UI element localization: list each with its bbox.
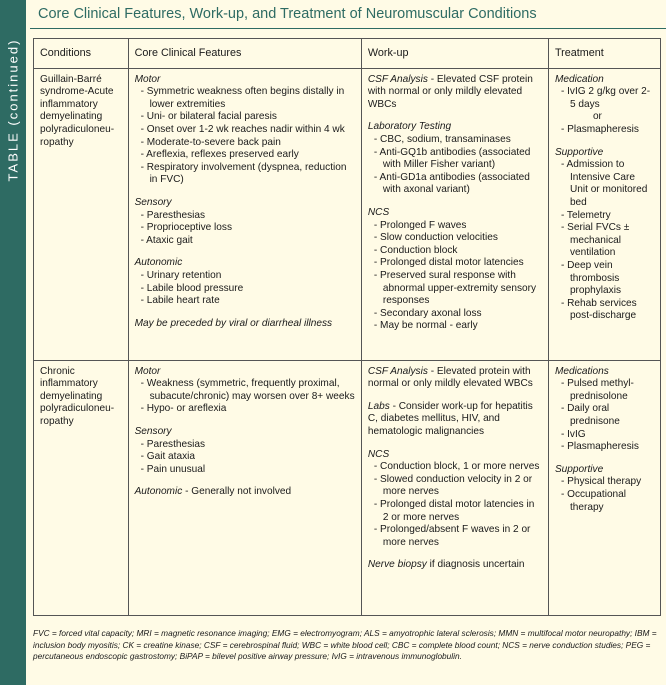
list-item: - Proprioceptive loss	[135, 222, 355, 235]
labs-text: - Consider work-up for hepatitis C, diabetes mellitus, HIV, and hematologic malignancies	[367, 400, 533, 437]
section-title: Supportive	[554, 463, 604, 475]
condition-cell	[34, 68, 129, 360]
list-item: - Admission to Intensive Care Unit or monitored bed	[555, 159, 654, 209]
section-title: Supportive	[554, 146, 604, 158]
list-item: - Prolonged distal motor latencies in 2 or more nerves	[368, 499, 542, 524]
or-text: or	[592, 111, 602, 123]
table-row	[34, 68, 661, 360]
list-item: - May be normal - early	[368, 320, 542, 333]
csf-analysis	[368, 74, 542, 112]
list-item: - Respiratory involvement (dyspnea, reduction in FVC)	[135, 162, 355, 187]
title-divider	[30, 28, 666, 29]
section-title: Nerve biopsy	[367, 559, 427, 571]
list-item: - Paresthesias	[135, 210, 355, 223]
list-item: - Gait ataxia	[135, 451, 355, 464]
list-item: - Prolonged distal motor latencies	[368, 257, 542, 270]
features-cell	[128, 68, 361, 360]
section-title: Autonomic	[134, 257, 183, 269]
list-item: - Daily oral prednisone	[555, 403, 654, 428]
section-title: Medications	[554, 365, 609, 377]
section-title: Motor	[134, 73, 161, 85]
table-row	[34, 360, 661, 615]
list-item: - Plasmapheresis	[555, 124, 654, 137]
side-tab	[0, 0, 26, 685]
list-item: - Prolonged F waves	[368, 220, 542, 233]
section-title: NCS	[367, 448, 390, 460]
condition-cell	[34, 360, 129, 615]
list-item: - IvIG	[555, 429, 654, 442]
list-item: - Urinary retention	[135, 270, 355, 283]
section-title: Labs	[367, 400, 390, 412]
list-item: - Pulsed methyl-prednisolone	[555, 378, 654, 403]
list-item: - Anti-GD1a antibodies (associated with axonal variant)	[368, 172, 542, 197]
list-item: - Slow conduction velocities	[368, 232, 542, 245]
treatment-cell	[548, 68, 660, 360]
table-title: Core Clinical Features, Work-up, and Treatment of Neuromuscular Conditions	[38, 6, 537, 22]
list-item: - Deep vein thrombosis prophylaxis	[555, 260, 654, 298]
list-item: - Prolonged/absent F waves in 2 or more nerves	[368, 524, 542, 549]
condition-name: Chronic inflammatory demyelinating polyradiculoneu-ropathy	[40, 365, 115, 427]
list-item: - Hypo- or areflexia	[135, 403, 355, 416]
list-item: - Anti-GQ1b antibodies (associated with Miller Fisher variant)	[368, 147, 542, 172]
biopsy-line	[368, 559, 542, 572]
section-title: Autonomic	[134, 486, 183, 498]
list-item: - Conduction block, 1 or more nerves	[368, 461, 542, 474]
list-item: - Occupational therapy	[555, 489, 654, 514]
section-title: Laboratory Testing	[367, 121, 452, 133]
workup-cell	[361, 360, 548, 615]
csf-text: - Elevated protein with normal or only mildly elevated WBCs	[367, 365, 533, 390]
list-item: - Onset over 1-2 wk reaches nadir within 4 wk	[135, 124, 355, 137]
list-item: - CBC, sodium, transaminases	[368, 134, 542, 147]
section-title: Motor	[134, 365, 161, 377]
list-item: - Plasmapheresis	[555, 441, 654, 454]
workup-cell	[361, 68, 548, 360]
list-item: - Serial FVCs ± mechanical ventilation	[555, 222, 654, 260]
list-item: - Ataxic gait	[135, 235, 355, 248]
condition-name: Guillain-Barré syndrome-Acute inflammatory demyelinating polyradiculoneu-ropathy	[40, 73, 115, 148]
section-title: NCS	[367, 206, 390, 218]
treatment-cell	[548, 360, 660, 615]
side-tab-label: TABLE (continued)	[5, 38, 21, 182]
csf-analysis	[368, 366, 542, 391]
list-item: - Areflexia, reflexes preserved early	[135, 149, 355, 162]
biopsy-text: if diagnosis uncertain	[426, 559, 525, 571]
csf-text: - Elevated CSF protein with normal or only mildly elevated WBCs	[367, 73, 533, 110]
features-cell	[128, 360, 361, 615]
list-item: - Pain unusual	[135, 464, 355, 477]
section-title: Sensory	[134, 425, 172, 437]
list-item: - Labile heart rate	[135, 295, 355, 308]
autonomic-text: - Generally not involved	[182, 486, 292, 498]
illness-note: May be preceded by viral or diarrheal illness	[134, 317, 333, 329]
list-item: - Secondary axonal loss	[368, 308, 542, 321]
section-title: Sensory	[134, 196, 172, 208]
header-conditions: Conditions	[34, 39, 129, 69]
list-item: - Telemetry	[555, 210, 654, 223]
list-item: - Labile blood pressure	[135, 283, 355, 296]
list-item: - Symmetric weakness often begins distally in lower extremities	[135, 86, 355, 111]
list-item: - Physical therapy	[555, 476, 654, 489]
clinical-table	[33, 38, 661, 616]
list-item: - Paresthesias	[135, 439, 355, 452]
list-item: - IvIG 2 g/kg over 2-5 days	[555, 86, 654, 111]
labs-line	[368, 401, 542, 439]
list-item: - Preserved sural response with abnormal upper-extremity sensory responses	[368, 270, 542, 308]
section-title: CSF Analysis	[367, 73, 428, 85]
section-title: CSF Analysis	[367, 365, 428, 377]
list-item: - Moderate-to-severe back pain	[135, 137, 355, 150]
footnote: FVC = forced vital capacity; MRI = magnetic resonance imaging; EMG = electromyogram; ALS = amyotrophic lateral sclerosis; MMN = multifocal motor neuropathy; IBM = inclusion body myositis; CK = creatine kinase; CSF = cerebrospinal fluid; WBC = white blood cell; CBC = complete blood count; NCS = nerve conduction studies; PEG = percutaneous endoscopic gastrostomy; BiPAP = bilevel positive airway pressure; IvIG = intravenous immunoglobulin.	[33, 628, 657, 661]
list-item: - Rehab services post-discharge	[555, 298, 654, 323]
list-item: - Uni- or bilateral facial paresis	[135, 111, 355, 124]
header-features: Core Clinical Features	[128, 39, 361, 69]
header-treatment: Treatment	[548, 39, 660, 69]
header-row	[34, 39, 661, 69]
list-item: - Conduction block	[368, 245, 542, 258]
section-title: Medication	[554, 73, 604, 85]
list-item: - Slowed conduction velocity in 2 or more nerves	[368, 474, 542, 499]
autonomic-line	[135, 486, 355, 499]
header-workup: Work-up	[361, 39, 548, 69]
list-item: - Weakness (symmetric, frequently proximal, subacute/chronic) may worsen over 8+ weeks	[135, 378, 355, 403]
